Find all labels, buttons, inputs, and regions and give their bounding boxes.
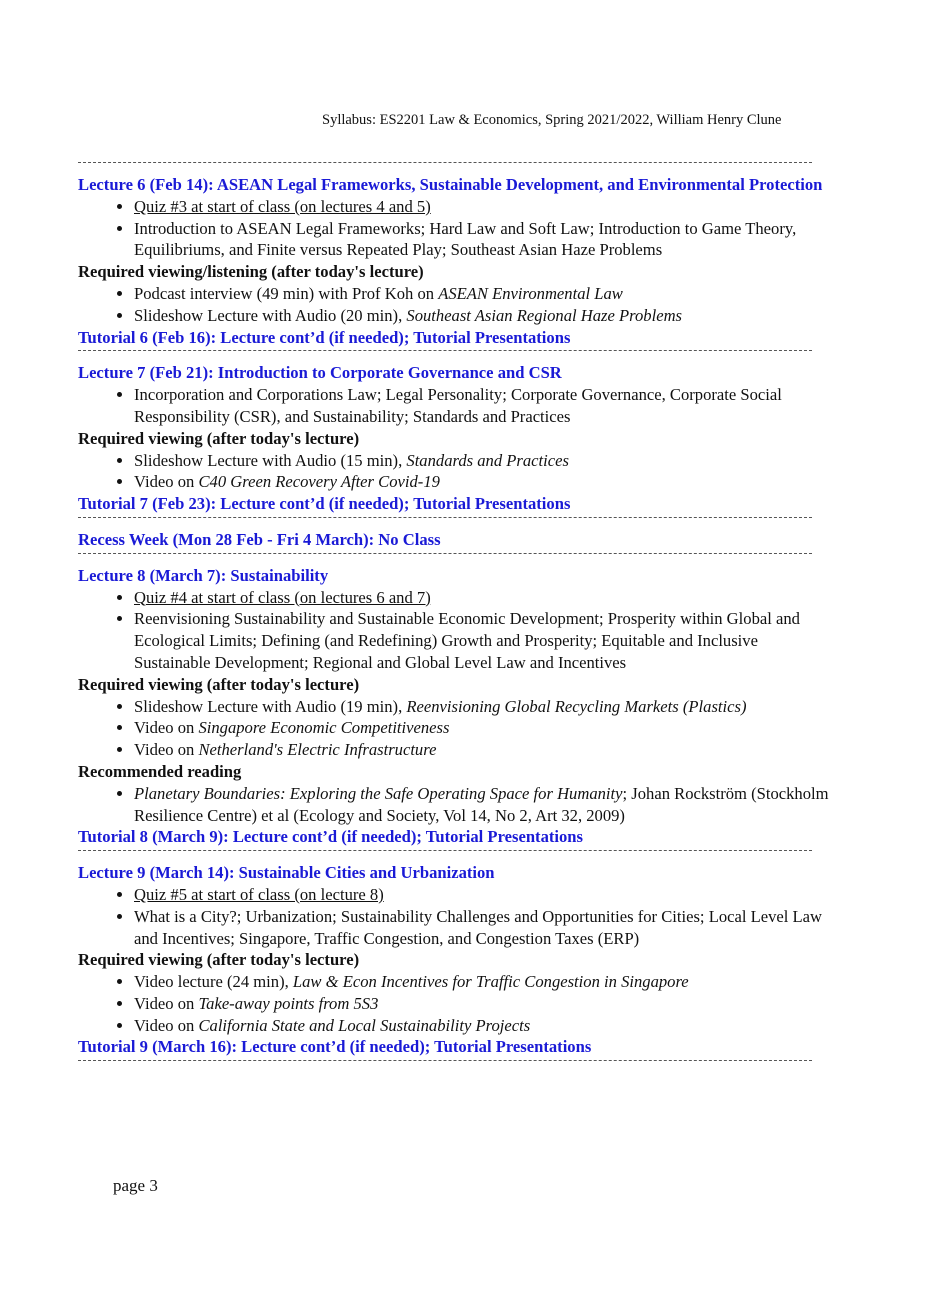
list-item: • Video lecture (24 min), Law & Econ Incentives for Traffic Congestion in Singapore (134, 971, 838, 993)
lecture-7-title: Lecture 7 (Feb 21): Introduction to Corporate Governance and CSR (78, 363, 562, 383)
list-item: • Incorporation and Corporations Law; Legal Personality; Corporate Governance, Corporate Social Responsibility (CSR), and Sustainability; Standards and Practices (134, 384, 838, 428)
list-item: • Reenvisioning Sustainability and Sustainable Economic Development; Prosperity within Global and Ecological Limits; Defining (and Redefining) Growth and Prosperity; Equitable and Inclusive Sustainable Development; Regional and Global Level Law and Incentives (134, 608, 838, 673)
lecture-9-required-list (78, 971, 838, 1036)
link-take-away-5s3[interactable]: Take-away points from 5S3 (198, 993, 379, 1013)
list-item: • Video on Netherland's Electric Infrastructure (134, 739, 838, 761)
separator (78, 553, 812, 555)
list-item: • Video on C40 Green Recovery After Covid-19 (134, 471, 838, 493)
link-planetary-boundaries[interactable]: Planetary Boundaries: Exploring the Safe Operating Space for Humanity (134, 783, 623, 803)
tutorial-7-title: Tutorial 7 (Feb 23): Lecture cont’d (if needed); Tutorial Presentations (78, 494, 571, 514)
tutorial-8-title: Tutorial 8 (March 9): Lecture cont’d (if needed); Tutorial Presentations (78, 827, 583, 847)
lecture-6-title: Lecture 6 (Feb 14): ASEAN Legal Frameworks, Sustainable Development, and Environmental Protection (78, 175, 823, 194)
tutorial-6-title: Tutorial 6 (Feb 16): Lecture cont’d (if needed); Tutorial Presentations (78, 327, 571, 347)
quiz-4: Quiz #4 at start of class (on lectures 6 and 7) (134, 587, 431, 607)
separator (78, 1060, 812, 1062)
list-item: • Video on California State and Local Sustainability Projects (134, 1015, 838, 1037)
tutorial-9-title: Tutorial 9 (March 16): Lecture cont’d (if needed); Tutorial Presentations (78, 1037, 592, 1057)
link-traffic-congestion[interactable]: Law & Econ Incentives for Traffic Congestion in Singapore (292, 972, 689, 992)
separator (78, 350, 812, 352)
lecture-8-list (78, 587, 838, 674)
quiz-3: Quiz #3 at start of class (on lectures 4 and 5) (134, 196, 431, 216)
list-item (134, 587, 838, 609)
list-item: • Slideshow Lecture with Audio (19 min), Reenvisioning Global Recycling Markets (Plastics) (134, 696, 838, 718)
separator (78, 517, 812, 519)
lecture-7-required-list (78, 450, 838, 494)
link-asean-environmental-law[interactable]: ASEAN Environmental Law (438, 283, 623, 303)
link-netherland-infrastructure[interactable]: Netherland's Electric Infrastructure (198, 740, 437, 760)
lecture-7-list (78, 384, 838, 428)
lecture-8-title: Lecture 8 (March 7): Sustainability (78, 565, 329, 585)
lecture-9-title: Lecture 9 (March 14): Sustainable Cities and Urbanization (78, 863, 495, 883)
lecture-8-required-heading: Required viewing (after today's lecture) (78, 674, 360, 694)
lecture-8-recommended-list (78, 783, 838, 827)
separator (78, 162, 812, 164)
separator (78, 850, 812, 852)
list-item: • Slideshow Lecture with Audio (15 min), Standards and Practices (134, 450, 838, 472)
link-california-projects[interactable]: California State and Local Sustainability Projects (198, 1015, 531, 1035)
lecture-6-required-heading: Required viewing/listening (after today's lecture) (78, 262, 424, 282)
list-item: • What is a City?; Urbanization; Sustainability Challenges and Opportunities for Cities; Local Level Law and Incentives; Singapore, Traffic Congestion, and Congestion Taxes (ERP) (134, 906, 838, 950)
recess-week: Recess Week (Mon 28 Feb - Fri 4 March): No Class (78, 529, 441, 549)
list-item (134, 884, 838, 906)
link-singapore-competitiveness[interactable]: Singapore Economic Competitiveness (198, 718, 450, 738)
lecture-9-required-heading: Required viewing (after today's lecture) (78, 950, 360, 970)
lecture-6-required-list (78, 283, 838, 327)
list-item: • Video on Singapore Economic Competitiveness (134, 717, 838, 739)
page-header: Syllabus: ES2201 Law & Economics, Spring 2021/2022, William Henry Clune (322, 112, 782, 128)
quiz-5: Quiz #5 at start of class (on lecture 8) (134, 884, 384, 904)
lecture-6-list (78, 196, 838, 261)
page-number: page 3 (113, 1176, 158, 1195)
lecture-8-recommended-heading: Recommended reading (78, 761, 242, 781)
list-item: • Slideshow Lecture with Audio (20 min), Southeast Asian Regional Haze Problems (134, 305, 838, 327)
link-c40-green-recovery[interactable]: C40 Green Recovery After Covid-19 (198, 472, 440, 492)
link-haze-problems[interactable]: Southeast Asian Regional Haze Problems (406, 305, 683, 325)
list-item (134, 196, 838, 218)
link-recycling-markets[interactable]: Reenvisioning Global Recycling Markets (Plastics) (406, 696, 747, 716)
list-item: • Planetary Boundaries: Exploring the Safe Operating Space for Humanity; Johan Rockström (Stockholm Resilience Centre) et al (Ecology and Society, Vol 14, No 2, Art 32, 2009) (134, 783, 838, 827)
syllabus-content (78, 160, 838, 1072)
list-item: • Podcast interview (49 min) with Prof Koh on ASEAN Environmental Law (134, 283, 838, 305)
lecture-9-list (78, 884, 838, 949)
lecture-8-required-list (78, 696, 838, 761)
link-standards-and-practices[interactable]: Standards and Practices (406, 450, 569, 470)
list-item: • Introduction to ASEAN Legal Frameworks; Hard Law and Soft Law; Introduction to Game Theory, Equilibriums, and Finite versus Repeated Play; Southeast Asian Haze Problems (134, 218, 838, 262)
lecture-7-required-heading: Required viewing (after today's lecture) (78, 428, 360, 448)
list-item: • Video on Take-away points from 5S3 (134, 993, 838, 1015)
